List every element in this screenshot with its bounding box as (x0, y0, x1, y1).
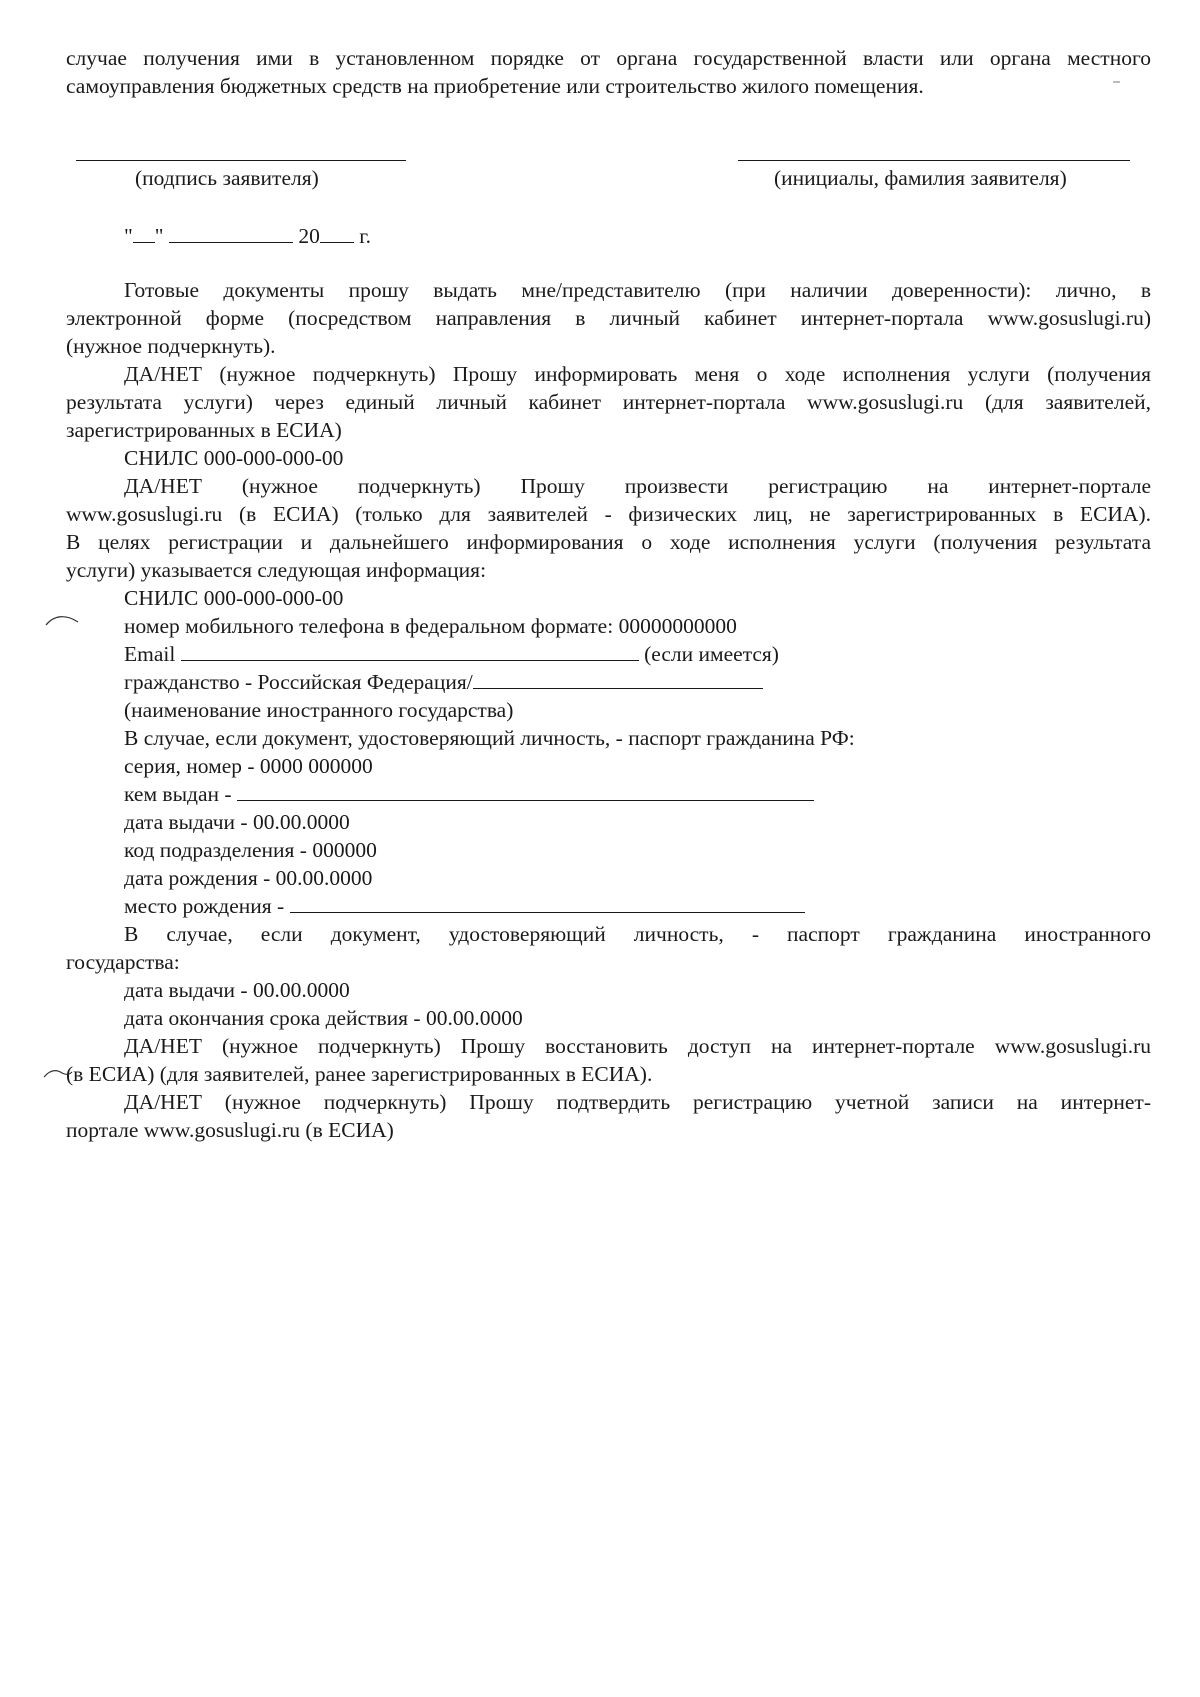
registration-rf-passport-intro: В случае, если документ, удостоверяющий личность, - паспорт гражданина РФ: (124, 726, 855, 750)
inform-line-1: ДА/НЕТ (нужное подчеркнуть) Прошу информировать меня о ходе исполнения услуги (получения (124, 362, 1151, 386)
issued-by-label: кем выдан - (124, 782, 232, 806)
issued-by-blank (237, 780, 814, 801)
speck-mark (1112, 80, 1122, 84)
signature-line (76, 160, 406, 161)
restore-line-2: (в ЕСИА) (для заявителей, ранее зарегистрированных в ЕСИА). (66, 1062, 653, 1086)
registration-foreign-issue-date: дата выдачи - 00.00.0000 (124, 978, 350, 1002)
registration-phone: номер мобильного телефона в федеральном формате: 00000000000 (124, 614, 737, 638)
name-caption: (инициалы, фамилия заявителя) (774, 166, 1067, 190)
date-quote-open: " (124, 224, 133, 248)
registration-snils: СНИЛС 000-000-000-00 (124, 586, 344, 610)
delivery-line-2: электронной форме (посредством направления в личный кабинет интернет-портала www.gosuslugi.ru) (66, 306, 1151, 330)
date-month-blank (169, 222, 293, 243)
inform-snils: СНИЛС 000-000-000-00 (124, 446, 344, 470)
date-day-blank (133, 222, 155, 243)
pen-mark-arc (44, 612, 80, 628)
email-blank (181, 640, 639, 661)
intro-line-1: случае получения ими в установленном порядке от органа государственной власти или органа местного (66, 46, 1151, 70)
birth-place-blank (290, 892, 805, 913)
registration-issue-date: дата выдачи - 00.00.0000 (124, 810, 350, 834)
registration-line-2: www.gosuslugi.ru (в ЕСИА) (только для заявителей - физических лиц, не зарегистрированных в ЕСИА). (66, 502, 1151, 526)
registration-foreign-intro-1: В случае, если документ, удостоверяющий личность, - паспорт гражданина иностранного (124, 922, 1151, 946)
registration-line-3: В целях регистрации и дальнейшего информирования о ходе исполнения услуги (получения результата (66, 530, 1151, 554)
email-label: Email (124, 642, 176, 666)
date-year-blank (320, 222, 354, 243)
delivery-line-1: Готовые документы прошу выдать мне/представителю (при наличии доверенности): лично, в (124, 278, 1151, 302)
name-line (738, 160, 1130, 161)
email-note: (если имеется) (644, 642, 779, 666)
registration-line-1: ДА/НЕТ (нужное подчеркнуть) Прошу произвести регистрацию на интернет-портале (124, 474, 1151, 498)
registration-foreign-state: (наименование иностранного государства) (124, 698, 514, 722)
registration-foreign-intro-2: государства: (66, 950, 180, 974)
inform-line-2: результата услуги) через единый личный кабинет интернет-портала www.gosuslugi.ru (для заявителей, (66, 390, 1151, 414)
registration-foreign-expiry: дата окончания срока действия - 00.00.0000 (124, 1006, 523, 1030)
registration-division-code: код подразделения - 000000 (124, 838, 377, 862)
restore-line-1: ДА/НЕТ (нужное подчеркнуть) Прошу восстановить доступ на интернет-портале www.gosuslugi.ru (124, 1034, 1151, 1058)
date-line (124, 222, 371, 250)
registration-citizenship-row (124, 668, 763, 696)
pen-mark-tilde (42, 1066, 74, 1080)
date-quote-close: " (154, 224, 164, 248)
birth-place-label: место рождения - (124, 894, 285, 918)
registration-line-4: услуги) указывается следующая информация: (66, 558, 487, 582)
registration-email-row (124, 640, 779, 668)
inform-line-3: зарегистрированных в ЕСИА) (66, 418, 342, 442)
registration-birth-place-row (124, 892, 805, 920)
signature-caption: (подпись заявителя) (135, 166, 319, 190)
registration-series-number: серия, номер - 0000 000000 (124, 754, 373, 778)
citizenship-blank (473, 668, 763, 689)
registration-birth-date: дата рождения - 00.00.0000 (124, 866, 373, 890)
intro-line-2: самоуправления бюджетных средств на приобретение или строительство жилого помещения. (66, 74, 924, 98)
registration-issued-by-row (124, 780, 814, 808)
date-year: 20 (298, 224, 320, 248)
delivery-line-3: (нужное подчеркнуть). (66, 334, 276, 358)
confirm-line-2: портале www.gosuslugi.ru (в ЕСИА) (66, 1118, 394, 1142)
date-suffix: г. (359, 224, 371, 248)
confirm-line-1: ДА/НЕТ (нужное подчеркнуть) Прошу подтвердить регистрацию учетной записи на интернет- (124, 1090, 1151, 1114)
citizenship-label: гражданство - Российская Федерация/ (124, 670, 473, 694)
